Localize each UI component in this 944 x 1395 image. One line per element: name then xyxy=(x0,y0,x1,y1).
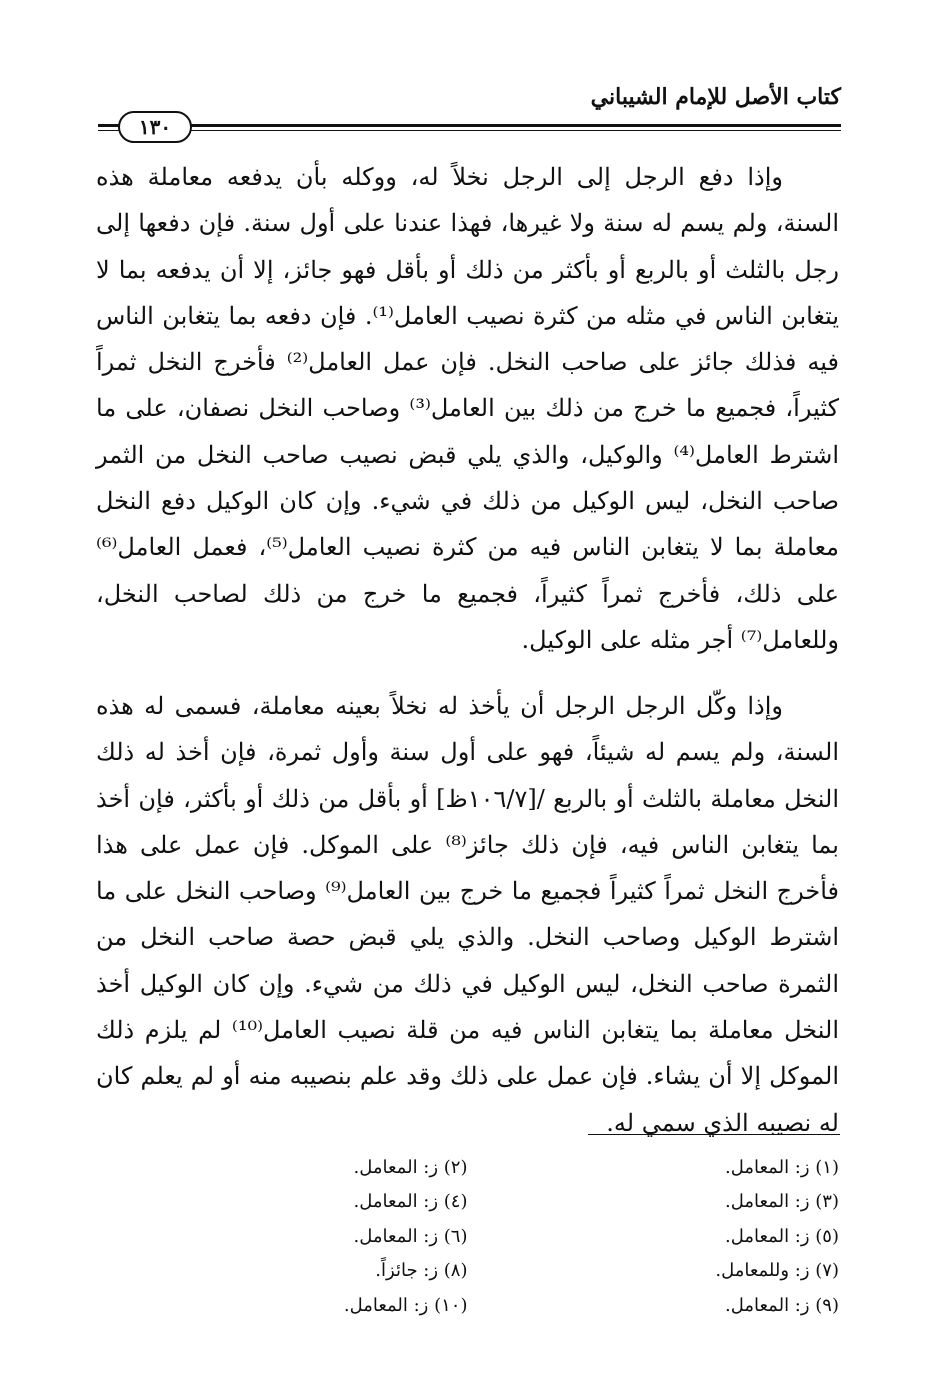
footnote-separator xyxy=(588,1134,840,1135)
header-rule xyxy=(98,124,841,127)
footnote-row xyxy=(96,1150,839,1185)
footnote-row xyxy=(96,1254,839,1289)
footnote-row xyxy=(96,1219,839,1254)
paragraph-text: وإذا وكّل الرجل الرجل أن يأخذ له نخلاً بعينه معاملة، فسمى له هذه السنة، ولم يسم له شيئاً، فهو على أول سنة وأول ثمرة، فإن أخذ له ذلك النخل معاملة بالثلث أو بالربع /[١٠٦/٧ظ] أو بأقل من ذلك أو بأكثر، فإن أخذ بما يتغابن الناس فيه، فإن ذلك جائز⁽⁸⁾ على الموكل. فإن عمل على هذا فأخرج النخل ثمراً كثيراً فجميع ما خرج بين العامل⁽⁹⁾ وصاحب النخل على ما اشترط الوكيل وصاحب النخل. والذي يلي قبض حصة صاحب النخل من الثمرة صاحب النخل، ليس الوكيل في ذلك من شيء. وإن كان الوكيل أخذ النخل معاملة بما يتغابن الناس فيه من قلة نصيب العامل⁽¹⁰⁾ لم يلزم ذلك الموكل إلا أن يشاء. فإن عمل على ذلك وقد علم بنصيبه منه أو لم يعلم كان له نصيبه الذي سمي له. xyxy=(96,692,840,1137)
paragraph-1 xyxy=(96,154,839,663)
footnote-7: (٧) ز: وللمعامل. xyxy=(715,1260,839,1282)
page-number: ١٣٠ xyxy=(118,111,192,143)
footnote-5: (٥) ز: المعامل. xyxy=(725,1225,839,1247)
footnote-1: (١) ز: المعامل. xyxy=(725,1156,839,1178)
footnote-6: (٦) ز: المعامل. xyxy=(353,1225,468,1247)
footnote-4: (٤) ز: المعامل. xyxy=(353,1191,468,1213)
footnote-8: (٨) ز: جائزاً. xyxy=(375,1260,468,1282)
footnote-3: (٣) ز: المعامل. xyxy=(725,1191,839,1213)
footnote-9: (٩) ز: المعامل. xyxy=(725,1294,839,1316)
header-rule-thin xyxy=(98,130,841,131)
footnotes xyxy=(96,1150,839,1323)
footnote-10: (١٠) ز: المعامل. xyxy=(343,1294,468,1316)
running-header-title: كتاب الأصل للإمام الشيباني xyxy=(590,84,841,110)
paragraph-2 xyxy=(96,683,839,1146)
footnote-row xyxy=(96,1288,839,1323)
paragraph-text: وإذا دفع الرجل إلى الرجل نخلاً له، ووكله بأن يدفعه معاملة هذه السنة، ولم يسم له سنة ولا غيرها، فهذا عندنا على أول سنة. فإن دفعها إلى رجل بالثلث أو بالربع أو بأكثر من ذلك أو بأقل فهو جائز، إلا أن يدفعه بما لا يتغابن الناس في مثله من كثرة نصيب العامل⁽¹⁾. فإن دفعه بما يتغابن الناس فيه فذلك جائز على صاحب النخل. فإن عمل العامل⁽²⁾ فأخرج النخل ثمراً كثيراً، فجميع ما خرج من ذلك بين العامل⁽³⁾ وصاحب النخل نصفان، على ما اشترط العامل⁽⁴⁾ والوكيل، والذي يلي قبض نصيب صاحب النخل من الثمر صاحب النخل، ليس الوكيل من ذلك في شيء. وإن كان الوكيل دفع النخل معاملة بما لا يتغابن الناس فيه من كثرة نصيب العامل⁽⁵⁾، فعمل العامل⁽⁶⁾ على ذلك، فأخرج ثمراً كثيراً، فجميع ما خرج من ذلك لصاحب النخل، وللعامل⁽⁷⁾ أجر مثله على الوكيل. xyxy=(96,163,840,654)
footnote-row xyxy=(96,1185,839,1220)
footnote-2: (٢) ز: المعامل. xyxy=(353,1156,468,1178)
